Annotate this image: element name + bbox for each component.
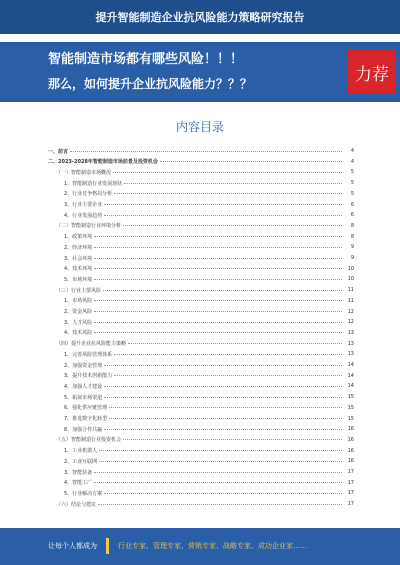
toc-item[interactable]	[48, 446, 354, 456]
toc-item[interactable]	[48, 381, 354, 391]
toc-leader-dots	[114, 193, 342, 194]
toc-item-page: 5	[350, 180, 354, 187]
toc-item[interactable]	[48, 339, 354, 349]
toc-leader-dots	[109, 418, 342, 419]
toc-item-page: 16	[347, 436, 354, 443]
toc-item-page: 5	[350, 190, 354, 197]
toc-item-page: 14	[347, 383, 354, 390]
toc-item[interactable]	[48, 478, 354, 488]
toc-item-label: （一）智能制造市场概况	[56, 169, 112, 176]
toc-item-page: 6	[350, 212, 354, 219]
toc-item-label: 4、技术风险	[64, 330, 93, 337]
toc-item[interactable]	[48, 488, 354, 498]
recommend-badge-text: 力荐	[355, 64, 389, 85]
toc-item[interactable]	[48, 200, 354, 210]
toc-item-label: 7、推进数字化转型	[64, 416, 108, 422]
toc-item[interactable]	[48, 456, 354, 466]
toc-item[interactable]	[48, 328, 354, 338]
toc-item[interactable]	[48, 210, 354, 220]
toc-item[interactable]	[48, 189, 354, 199]
toc-leader-dots	[99, 450, 342, 451]
toc-item[interactable]	[48, 178, 354, 188]
toc-item[interactable]	[48, 307, 354, 317]
toc-item-label: （五）智能制造行业投资机会	[56, 437, 122, 444]
toc-leader-dots	[94, 279, 342, 280]
toc-item-page: 16	[347, 426, 354, 433]
toc-item[interactable]	[48, 414, 354, 424]
toc-item-label: 1、市场风险	[64, 298, 93, 305]
toc-item-page: 14	[347, 362, 354, 368]
toc-leader-dots	[160, 161, 342, 162]
toc-item[interactable]	[48, 242, 354, 252]
toc-item-label: 5、行业解决方案	[64, 490, 103, 497]
toc-leader-dots	[99, 461, 342, 462]
toc-item[interactable]	[48, 499, 354, 509]
toc-leader-dots	[104, 429, 342, 430]
toc-item-label: 5、市场环境	[64, 276, 93, 283]
toc-item-label: 2、资金风险	[64, 309, 93, 315]
toc-item-label: 4、技术环境	[64, 266, 93, 273]
toc-leader-dots	[94, 482, 342, 483]
toc-item-label: 2、加强资金管理	[64, 362, 103, 369]
toc-item-page: 6	[350, 201, 354, 208]
toc-leader-dots	[94, 311, 342, 312]
toc-item-page: 10	[347, 276, 354, 283]
toc-leader-dots	[94, 472, 342, 473]
report-title: 提升智能制造企业抗风险能力策略研究报告	[95, 11, 305, 24]
toc-item-page: 11	[347, 287, 354, 294]
toc-item-label: （三）行业主要风险	[56, 287, 102, 294]
toc-item-label: 8、加强合作共赢	[64, 426, 103, 433]
toc-item-page: 8	[350, 222, 354, 229]
toc-item[interactable]	[48, 167, 354, 177]
toc-leader-dots	[114, 375, 342, 376]
toc-leader-dots	[123, 439, 342, 440]
toc-item-page: 4	[350, 158, 354, 165]
toc-item-page: 17	[347, 479, 354, 486]
toc-title: 内容目录	[175, 120, 224, 134]
toc-item-label: 3、行业主要企业	[64, 202, 103, 208]
toc-item[interactable]	[48, 296, 354, 306]
recommend-badge	[348, 50, 396, 94]
toc-item[interactable]	[48, 221, 354, 231]
toc-item-label: 4、行业发展趋势	[64, 212, 103, 219]
toc-item[interactable]	[48, 360, 354, 370]
toc-item-page: 12	[347, 319, 354, 326]
toc-item-page: 12	[347, 308, 354, 315]
toc-item[interactable]	[48, 467, 354, 477]
toc-item-page: 17	[347, 501, 354, 508]
toc-item[interactable]	[48, 253, 354, 263]
toc-item-label: 1、智能制造行业发展现状	[64, 180, 123, 187]
toc-item-label: 3、提升技术创新能力	[64, 373, 113, 380]
toc-item[interactable]	[48, 435, 354, 445]
toc-item[interactable]	[48, 349, 354, 359]
toc-leader-dots	[113, 172, 342, 173]
footer-roles: 行业专家、管理专家、营销专家、战略专家、成功企业家……	[118, 542, 307, 550]
toc-leader-dots	[124, 183, 342, 184]
toc-item-page: 16	[347, 447, 354, 454]
toc-leader-dots	[94, 300, 342, 301]
toc-item-label: 5、拓展市场渠道	[64, 394, 103, 401]
toc-leader-dots	[114, 354, 342, 355]
toc-leader-dots	[123, 225, 342, 226]
toc-item-page: 15	[347, 394, 354, 401]
toc-item-label: 1、政策环境	[64, 234, 93, 241]
report-header	[0, 0, 400, 34]
toc-item[interactable]	[48, 264, 354, 274]
toc-item-label: 4、智能工厂	[64, 480, 93, 487]
toc-item-label: 二、2023-2028年智能制造市场前景及投资机会	[48, 159, 158, 166]
toc-item-page: 17	[347, 490, 354, 497]
toc-item-page: 13	[347, 329, 354, 336]
toc-item-page: 15	[347, 415, 354, 422]
toc-item-label: 6、强化供应链管理	[64, 405, 108, 412]
footer-lead: 让每个人都成为	[48, 542, 97, 550]
toc-leader-dots	[98, 504, 342, 505]
toc-item-label: 3、社会环境	[64, 255, 93, 262]
toc-item-label: 2、行业竞争格局分析	[64, 191, 113, 198]
toc-item-page: 10	[347, 265, 354, 272]
toc-item-page: 9	[350, 244, 354, 251]
toc-item-label: 3、人才风险	[64, 319, 93, 326]
toc-item[interactable]	[48, 317, 354, 327]
footer-banner	[0, 528, 400, 565]
toc-leader-dots	[109, 407, 342, 408]
toc-item[interactable]	[48, 392, 354, 402]
toc-item-label: （二）智能制造行业环境分析	[56, 223, 122, 230]
toc-item-label: 4、加强人才建设	[64, 383, 103, 390]
toc-item-page: 5	[350, 169, 354, 176]
toc-leader-dots	[94, 236, 342, 237]
toc-leader-dots	[104, 215, 342, 216]
toc-item[interactable]	[48, 285, 354, 295]
toc-item-page: 14	[347, 372, 354, 379]
toc-item-page: 8	[350, 233, 354, 240]
toc-leader-dots	[94, 322, 342, 323]
toc-item-page: 13	[347, 340, 354, 347]
toc-item[interactable]	[48, 232, 354, 242]
toc-item[interactable]	[48, 371, 354, 381]
toc-item-label: 2、经济环境	[64, 244, 93, 251]
table-of-contents	[48, 146, 354, 511]
toc-leader-dots	[104, 204, 342, 205]
toc-item-page: 15	[347, 404, 354, 411]
toc-leader-dots	[94, 268, 342, 269]
toc-item-label: 2、工业互联网	[64, 458, 98, 465]
toc-leader-dots	[70, 151, 342, 152]
toc-leader-dots	[104, 493, 342, 494]
banner-question-2: 那么，如何提升企业抗风险能力？？？	[48, 77, 253, 91]
toc-item-label: （六）结论与建议	[56, 501, 97, 508]
toc-item[interactable]	[48, 274, 354, 284]
toc-leader-dots	[104, 365, 342, 366]
toc-item-label: 1、完善风险管理体系	[64, 351, 113, 358]
banner-question-1: 智能制造市场都有哪些风险！！！	[48, 52, 244, 67]
toc-item-page: 13	[347, 351, 354, 358]
toc-item-label: （四）提升企业抗风险能力策略	[56, 341, 127, 348]
toc-item[interactable]	[48, 157, 354, 167]
toc-item-page: 4	[350, 148, 354, 154]
toc-leader-dots	[94, 332, 342, 333]
toc-leader-dots	[104, 386, 342, 387]
toc-leader-dots	[128, 343, 342, 344]
footer-divider	[106, 538, 109, 554]
toc-item[interactable]	[48, 424, 354, 434]
toc-item[interactable]	[48, 403, 354, 413]
toc-item-label: 1、工业机器人	[64, 448, 98, 455]
toc-leader-dots	[104, 397, 342, 398]
toc-item-label: 3、智能装备	[64, 469, 93, 476]
toc-leader-dots	[94, 258, 342, 259]
toc-leader-dots	[103, 290, 342, 291]
question-banner	[0, 42, 400, 102]
toc-item-page: 9	[350, 255, 354, 261]
toc-item-label: 一、前言	[48, 148, 69, 155]
toc-item[interactable]	[48, 146, 354, 156]
toc-item-page: 11	[347, 297, 354, 304]
toc-item-page: 17	[347, 469, 354, 475]
toc-item-page: 16	[347, 458, 354, 465]
toc-leader-dots	[94, 247, 342, 248]
